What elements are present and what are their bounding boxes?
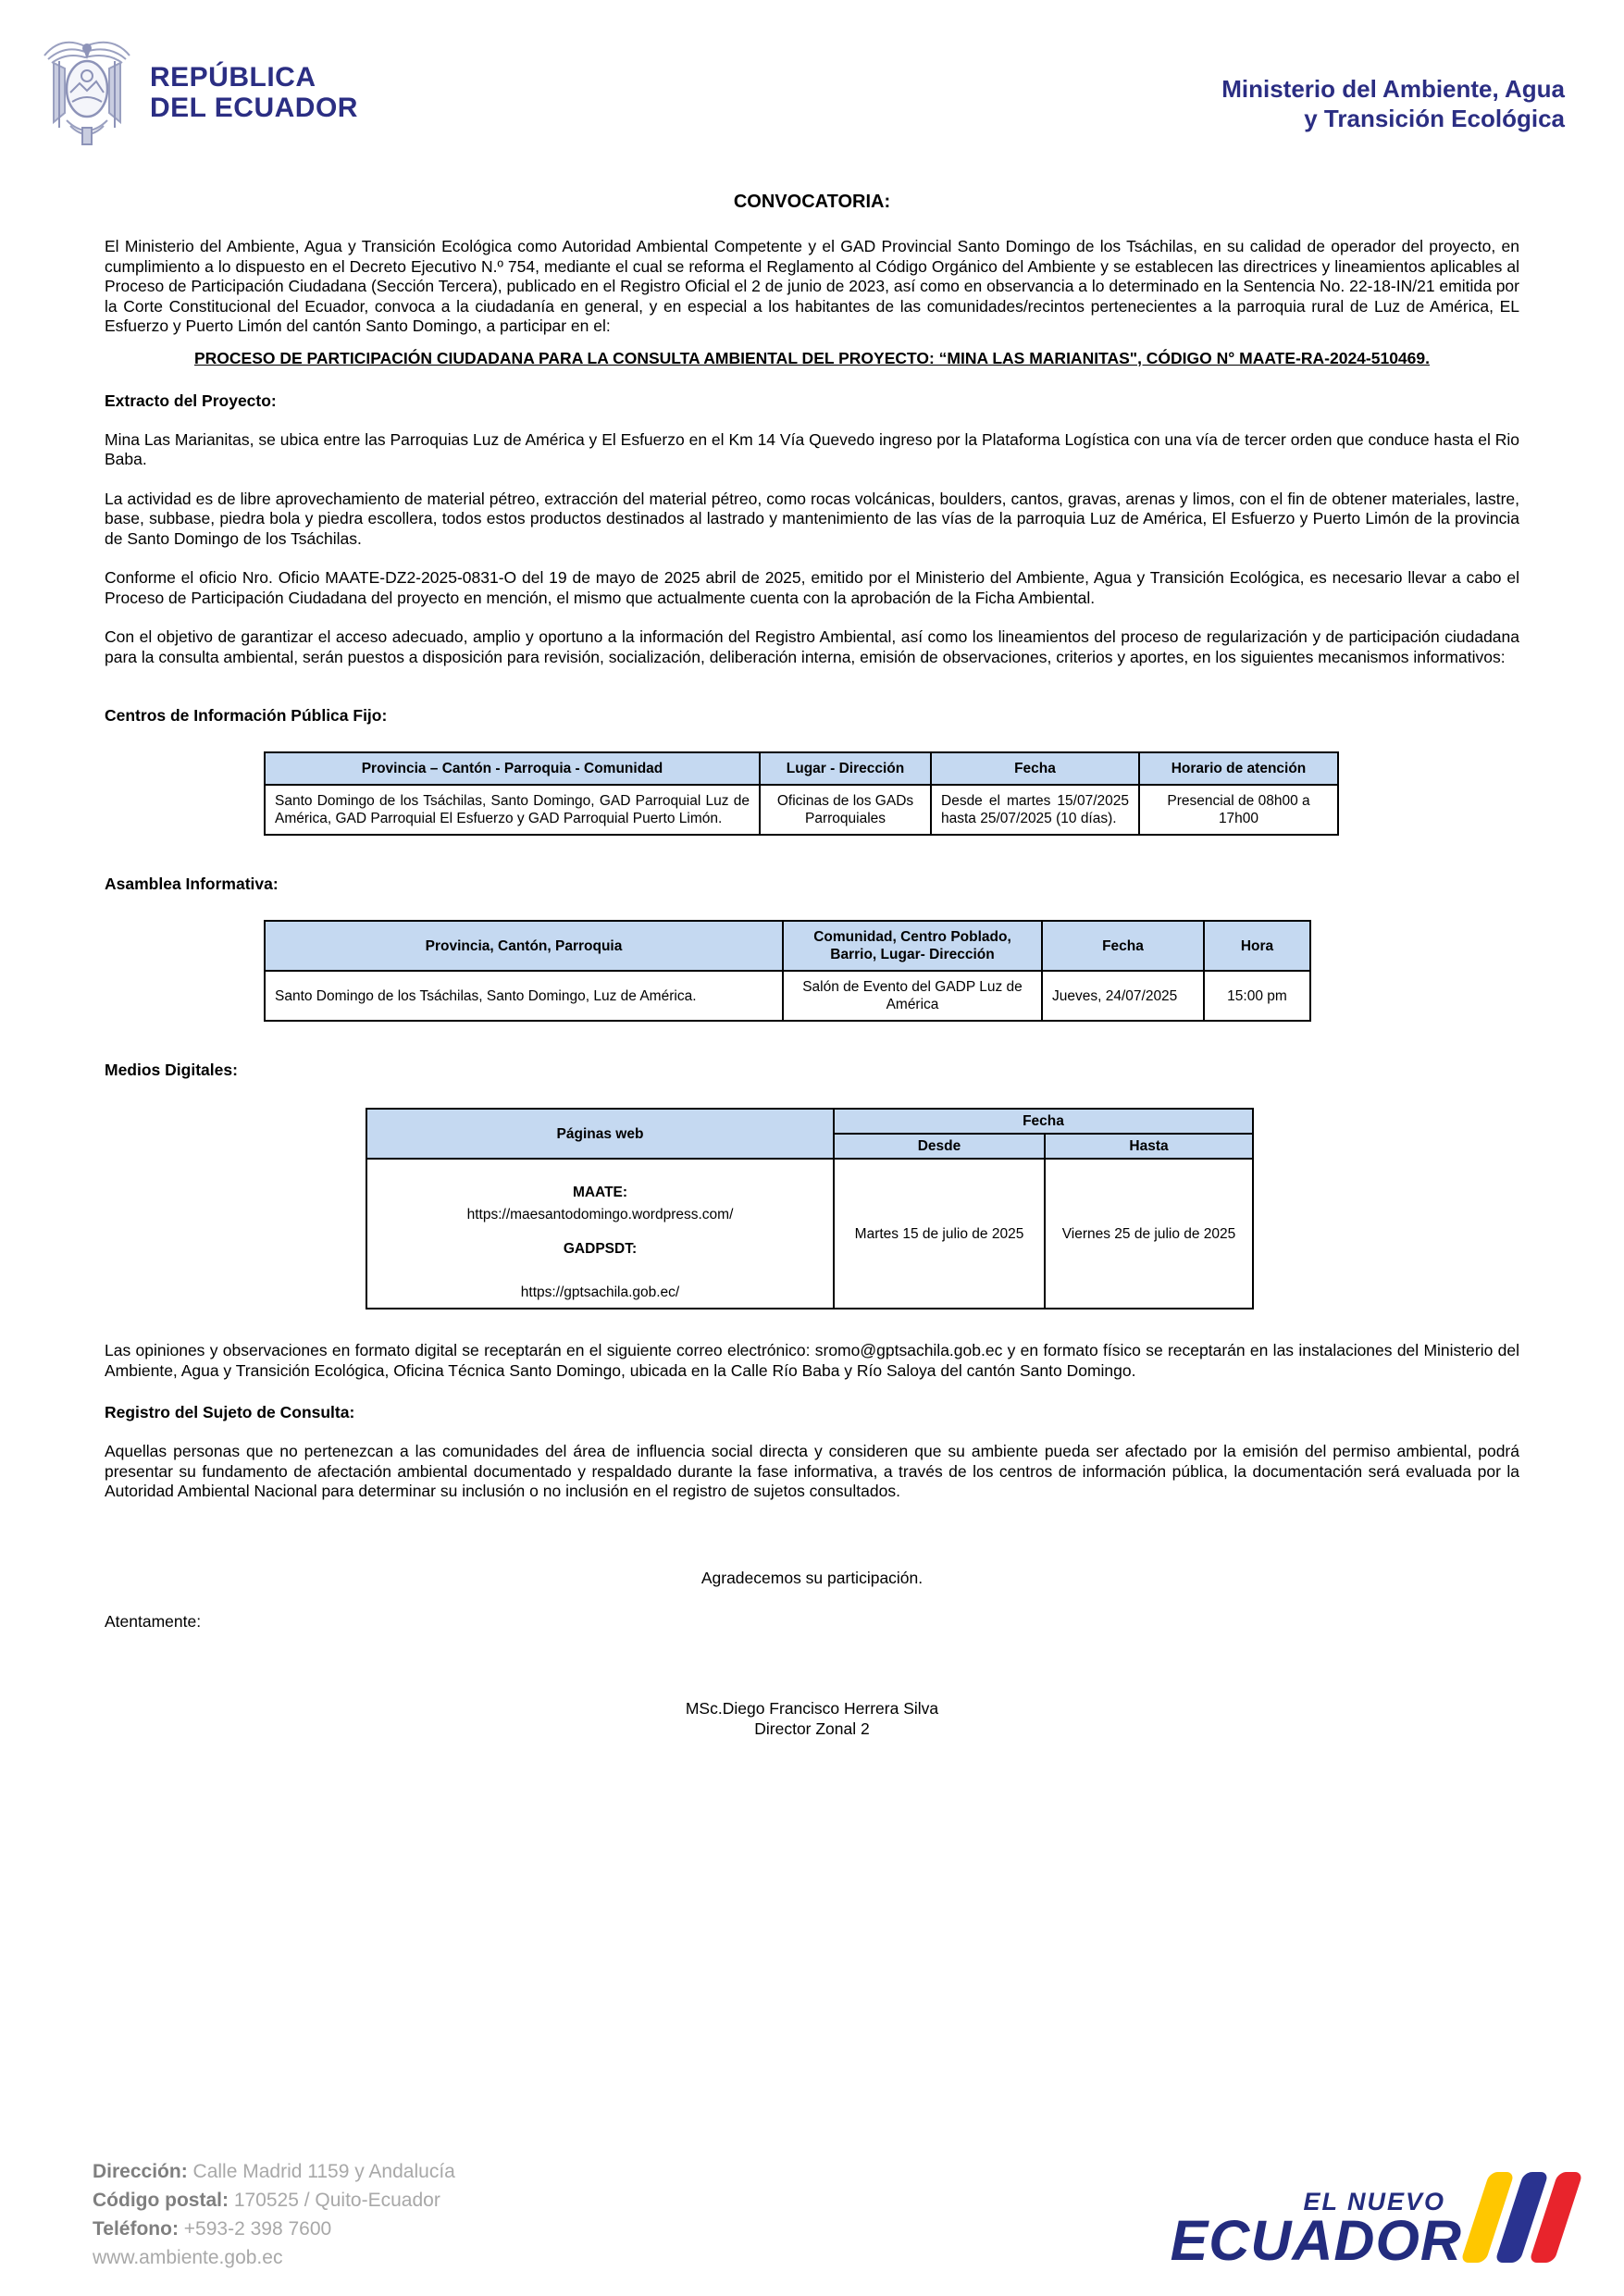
page-title: CONVOCATORIA: <box>733 192 891 212</box>
republic-wordmark <box>150 62 358 123</box>
flag-stripes-icon <box>1475 2172 1568 2263</box>
table-cell: Presencial de 08h00 a 17h00 <box>1139 785 1338 835</box>
oficio-paragraph: Conforme el oficio Nro. Oficio MAATE-DZ2-2025-0831-O del 19 de mayo de 2025 abril de 2025, emitido por el Ministerio del Ambiente, Agua y Transición Ecológica, es necesario llevar a cabo el Proceso de Participación Ciudadana del proyecto en mención, el mismo que actualmente cuenta con la aprobación de la Ficha Ambiental. <box>105 568 1519 607</box>
section-heading-centros: Centros de Información Pública Fijo: <box>105 706 388 725</box>
signature-block <box>105 1698 1519 1739</box>
logo-wordmark <box>1170 2188 1462 2272</box>
codigo-postal-value: 170525 / Quito-Ecuador <box>233 2190 440 2211</box>
process-title <box>105 348 1519 369</box>
footer-phone-line <box>93 2215 455 2243</box>
column-header: Provincia – Cantón - Parroquia - Comunidad <box>265 752 760 785</box>
signer-title: Director Zonal 2 <box>754 1719 870 1738</box>
document-header <box>39 31 1565 153</box>
coat-of-arms-icon <box>39 31 135 153</box>
table-header-row <box>265 921 1310 971</box>
column-header: Fecha <box>931 752 1139 785</box>
intro-paragraph: El Ministerio del Ambiente, Agua y Transición Ecológica como Autoridad Ambiental Competente y el GAD Provincial Santo Domingo de los Tsáchilas, en su calidad de operador del proyecto, en cumplimiento a lo dispuesto en el Decreto Ejecutivo N.º 754, mediante el cual se reforma el Reglamento al Código Orgánico del Ambiente y se establecen las directrices y lineamientos aplicables al Proceso de Participación Ciudadana (Sección Tercera), publicado en el Registro Oficial el 2 de junio de 2023, así como en observancia a lo determinado en la Sentencia No. 22-18-IN/21 emitida por la Corte Constitucional del Ecuador, convoca a la ciudadanía en general, y en especial a los habitantes de las comunidades/recintos pertenecientes a la parroquia rural de Luz de América, EL Esfuerzo y Puerto Limón del cantón Santo Domingo, a participar en el: <box>105 237 1519 335</box>
column-header: Fecha <box>1042 921 1204 971</box>
maate-label: MAATE: <box>572 1185 628 1200</box>
column-header: Hora <box>1204 921 1310 971</box>
maate-url: https://maesantodomingo.wordpress.com/ <box>466 1207 734 1222</box>
registro-paragraph: Aquellas personas que no pertenezcan a las comunidades del área de influencia social directa y consideren que su ambiente pueda ser afectado por la emisión del permiso ambiental, podrá presentar su fundamento de afectación ambiental documentado y respaldado durante la fase informativa, a través de los centros de información pública, la documentación será evaluada por la Autoridad Ambiental Nacional para determinar su inclusión o no inclusión en el registro de sujetos consultados. <box>105 1442 1519 1500</box>
section-heading-medios: Medios Digitales: <box>105 1061 238 1079</box>
column-header: Comunidad, Centro Poblado, Barrio, Lugar- Dirección <box>783 921 1042 971</box>
section-heading-registro: Registro del Sujeto de Consulta: <box>105 1403 355 1421</box>
signer-name: MSc.Diego Francisco Herrera Silva <box>685 1698 939 1718</box>
ministry-line1: Ministerio del Ambiente, Agua <box>1221 75 1565 103</box>
logo-ecuador-text: ECUADOR <box>1170 2209 1462 2272</box>
section-heading-extracto: Extracto del Proyecto: <box>105 391 277 410</box>
column-header: Horario de atención <box>1139 752 1338 785</box>
extracto-paragraph-2: La actividad es de libre aprovechamiento de material pétreo, extracción del material pétreo, como rocas volcánicas, boulders, cantos, gravas, arenas y limos, con el fin de obtener materiales, lastre, base, subbase, piedra bola y piedra escollera, todos estos productos destinados al lastrado y mantenimiento de las vías de la parroquia Luz de América, El Esfuerzo y Puerto Limón de la provincia de Santo Domingo de los Tsáchilas. <box>105 489 1519 548</box>
document-body <box>0 192 1624 1739</box>
footer-website: www.ambiente.gob.ec <box>93 2247 283 2268</box>
table-cell: Martes 15 de julio de 2025 <box>834 1159 1045 1309</box>
section-heading-asamblea: Asamblea Informativa: <box>105 875 279 893</box>
medios-table <box>366 1108 1254 1309</box>
footer-contact-info <box>93 2157 455 2272</box>
table-row <box>265 971 1310 1021</box>
thanks-line: Agradecemos su participación. <box>700 1568 924 1587</box>
process-title-text: PROCESO DE PARTICIPACIÓN CIUDADANA PARA LA CONSULTA AMBIENTAL DEL PROYECTO: “MINA LAS MARIANITAS", CÓDIGO N° MAATE-RA-2024-510469. <box>193 348 1430 367</box>
page-footer <box>0 2111 1624 2296</box>
republic-line1: REPÚBLICA <box>150 61 316 93</box>
table-cell: Santo Domingo de los Tsáchilas, Santo Domingo, Luz de América. <box>265 971 783 1021</box>
republic-brand <box>39 31 358 153</box>
ministry-line2: y Transición Ecológica <box>1304 105 1565 132</box>
centros-table <box>264 751 1339 836</box>
ministry-wordmark <box>1221 74 1565 133</box>
table-cell: Santo Domingo de los Tsáchilas, Santo Domingo, GAD Parroquial Luz de América, GAD Parroquial El Esfuerzo y GAD Parroquial Puerto Limón. <box>265 785 760 835</box>
codigo-postal-label: Código postal: <box>93 2190 229 2211</box>
direccion-value: Calle Madrid 1159 y Andalucía <box>192 2161 455 2182</box>
column-header: Provincia, Cantón, Parroquia <box>265 921 783 971</box>
table-cell: Desde el martes 15/07/2025 hasta 25/07/2025 (10 días). <box>931 785 1139 835</box>
republic-line2: DEL ECUADOR <box>150 92 358 123</box>
telefono-label: Teléfono: <box>93 2218 179 2240</box>
footer-postal-line <box>93 2186 455 2215</box>
column-header: Lugar - Dirección <box>760 752 931 785</box>
salutation-line: Atentamente: <box>105 1611 202 1631</box>
asamblea-table <box>264 920 1311 1022</box>
logo-el-nuevo-text: EL NUEVO <box>1303 2188 1445 2215</box>
footer-address-line <box>93 2157 455 2186</box>
column-header: Páginas web <box>366 1109 834 1159</box>
gadpsdt-url: https://gptsachila.gob.ec/ <box>520 1285 680 1300</box>
table-row <box>265 785 1338 835</box>
table-cell: Oficinas de los GADs Parroquiales <box>760 785 931 835</box>
column-header: Desde <box>834 1134 1045 1159</box>
table-header-row <box>265 752 1338 785</box>
column-header: Hasta <box>1045 1134 1253 1159</box>
direccion-label: Dirección: <box>93 2161 188 2182</box>
extracto-paragraph-1: Mina Las Marianitas, se ubica entre las Parroquias Luz de América y El Esfuerzo en el Km 14 Vía Quevedo ingreso por la Plataforma Logística con una vía de tercer orden que conduce hasta el Rio Baba. <box>105 429 1519 468</box>
table-cell: Jueves, 24/07/2025 <box>1042 971 1204 1021</box>
el-nuevo-ecuador-logo <box>1170 2172 1568 2272</box>
gadpsdt-label: GADPSDT: <box>563 1241 638 1257</box>
table-cell: Viernes 25 de julio de 2025 <box>1045 1159 1253 1309</box>
table-row <box>366 1159 1253 1309</box>
table-cell <box>366 1159 834 1309</box>
table-cell: Salón de Evento del GADP Luz de América <box>783 971 1042 1021</box>
objetivo-paragraph: Con el objetivo de garantizar el acceso adecuado, amplio y oportuno a la información del Registro Ambiental, así como los lineamientos del proceso de regularización y de participación ciudadana para la consulta ambiental, serán puestos a disposición para revisión, socialización, deliberación interna, emisión de observaciones, criterios y aportes, en los siguientes mecanismos informativos: <box>105 627 1519 666</box>
telefono-value: +593-2 398 7600 <box>183 2218 332 2240</box>
table-cell: 15:00 pm <box>1204 971 1310 1021</box>
table-header-row <box>366 1109 1253 1134</box>
opiniones-paragraph: Las opiniones y observaciones en formato digital se receptarán en el siguiente correo electrónico: sromo@gptsachila.gob.ec y en formato físico se receptarán en las instalaciones del Ministerio del Ambiente, Agua y Transición Ecológica, Oficina Técnica Santo Domingo, ubicada en la Calle Río Baba y Río Saloya del cantón Santo Domingo. <box>105 1341 1519 1380</box>
column-header: Fecha <box>834 1109 1253 1134</box>
